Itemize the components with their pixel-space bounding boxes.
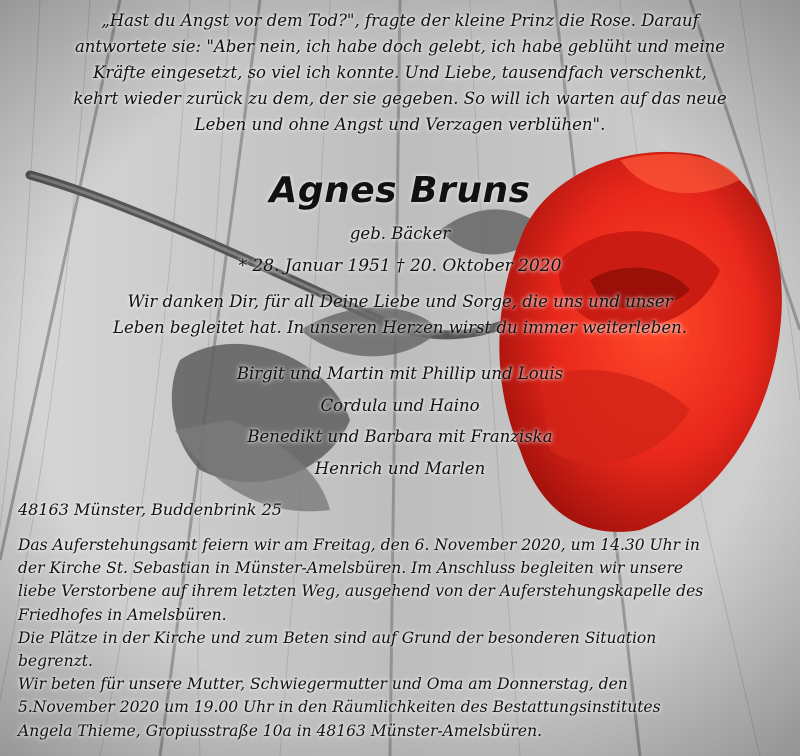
notice-line: Friedhofes in Amelsbüren. [18, 605, 227, 624]
mourners-block [0, 358, 800, 484]
address [18, 498, 788, 521]
quote-line: Leben und ohne Angst und Verzagen verblühen". [194, 115, 606, 134]
maiden-name: geb. Bäcker [349, 224, 451, 243]
address-line: 48163 Münster, Buddenbrink 25 [18, 500, 282, 519]
quote-block [24, 8, 776, 138]
mourner-line: Cordula und Haino [320, 395, 480, 415]
thanks-line: Leben begleitet hat. In unseren Herzen wirst du immer weiterleben. [113, 318, 687, 337]
mourner-line: Henrich und Marlen [314, 458, 486, 478]
notice-line: Angela Thieme, Gropiusstraße 10a in 48163 Münster-Amelsbüren. [18, 721, 543, 740]
service-notice [18, 534, 788, 743]
quote-line: „Hast du Angst vor dem Tod?", fragte der kleine Prinz die Rose. Darauf [101, 11, 699, 30]
life-dates: * 28. Januar 1951 † 20. Oktober 2020 [238, 256, 562, 276]
notice-line: liebe Verstorbene auf ihrem letzten Weg, ausgehend von der Auferstehungskapelle des [18, 582, 704, 601]
notice-line: Die Plätze in der Kirche und zum Beten sind auf Grund der besonderen Situation [18, 628, 657, 647]
deceased-name: Agnes Bruns [269, 170, 531, 211]
mourner-line: Birgit und Martin mit Phillip und Louis [236, 364, 564, 383]
notice-line: der Kirche St. Sebastian in Münster-Amelsbüren. Im Anschluss begleiten wir unsere [18, 559, 684, 578]
quote-line: antwortete sie: "Aber nein, ich habe doch gelebt, ich habe geblüht und meine [74, 37, 726, 56]
thanks-line: Wir danken Dir, für all Deine Liebe und Sorge, die uns und unser [127, 292, 673, 311]
thanks-block [0, 289, 800, 341]
mourner-line: Benedikt und Barbara mit Franziska [247, 427, 553, 446]
quote-line: kehrt wieder zurück zu dem, der sie gegeben. So will ich warten auf das neue [73, 89, 727, 108]
notice-line: begrenzt. [18, 652, 93, 671]
notice-line: Wir beten für unsere Mutter, Schwiegermutter und Oma am Donnerstag, den [18, 675, 628, 694]
notice-line: 5.November 2020 um 19.00 Uhr in den Räumlichkeiten des Bestattungsinstitutes [18, 698, 661, 717]
notice-line: Das Auferstehungsamt feiern wir am Freitag, den 6. November 2020, um 14.30 Uhr in [18, 536, 700, 554]
quote-line: Kräfte eingesetzt, so viel ich konnte. Und Liebe, tausendfach verschenkt, [93, 63, 707, 82]
